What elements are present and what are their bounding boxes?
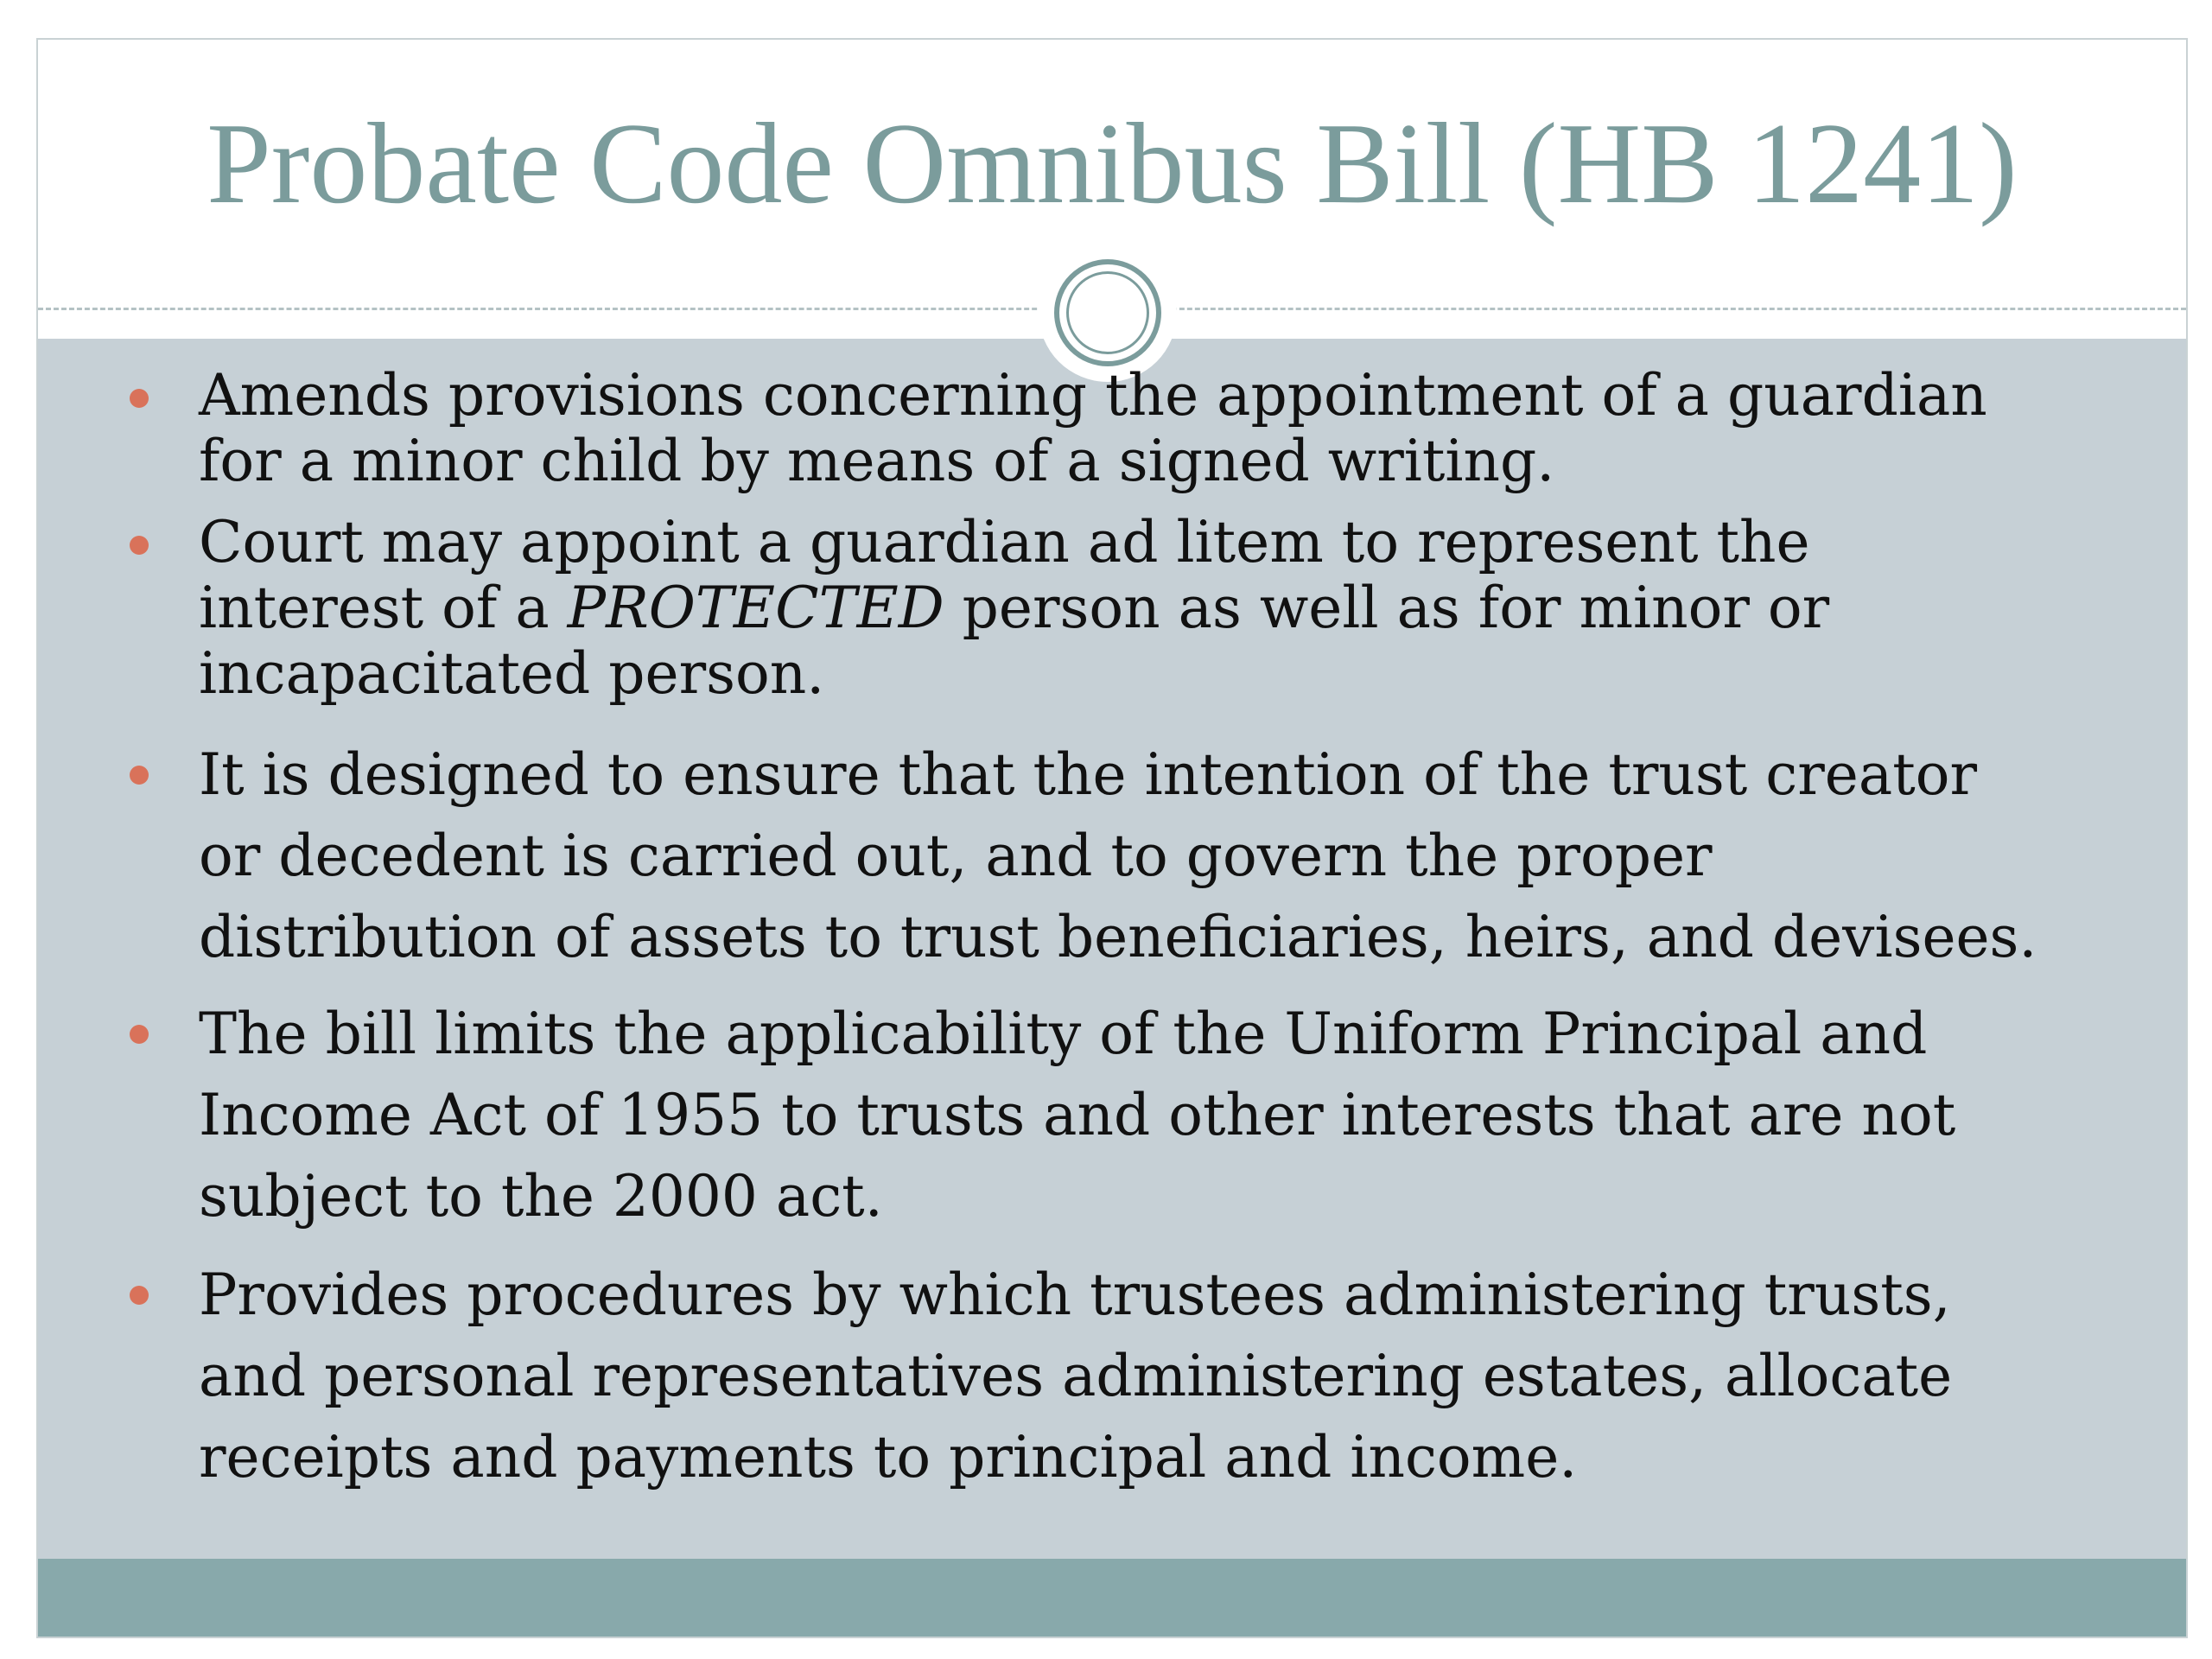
bullet-line: for a minor child by means of a signed writing. — [199, 428, 1555, 494]
circle-ring-icon — [1054, 259, 1161, 366]
divider-circle-ornament — [1039, 244, 1177, 382]
bullet-text — [199, 510, 2117, 707]
bullet-marker-icon — [130, 1286, 149, 1305]
bullet-line: subject to the 2000 act. — [199, 1163, 883, 1230]
bullet-line-segment: interest of a — [199, 575, 568, 641]
bullet-text — [199, 1255, 2117, 1498]
bullet-line: Court may appoint a guardian ad litem to represent the — [199, 509, 1810, 575]
bullet-line: Income Act of 1955 to trusts and other interests that are not — [199, 1082, 1956, 1148]
bullet-line: receipts and payments to principal and income. — [199, 1424, 1578, 1491]
bullet-line — [199, 575, 2117, 641]
footer-band — [38, 1559, 2186, 1637]
bullet-line: and personal representatives administering estates, allocate — [199, 1343, 1953, 1409]
bullet-marker-icon — [130, 1025, 149, 1044]
bullet-text — [199, 363, 2117, 494]
protected-emphasis: PROTECTED — [567, 575, 944, 641]
slide-title: Probate Code Omnibus Bill (HB 1241) — [207, 99, 2018, 227]
bullet-line: distribution of assets to trust beneficiaries, heirs, and devisees. — [199, 904, 2037, 970]
bullet-text — [199, 734, 2117, 978]
bullet-line-segment: person as well as for minor or — [944, 575, 1830, 641]
bullet-text — [199, 994, 2117, 1237]
bullet-line: Provides procedures by which trustees administering trusts, — [199, 1262, 1951, 1328]
bullet-line: The bill limits the applicability of the Uniform Principal and — [199, 1001, 1928, 1067]
bullet-line: incapacitated person. — [199, 640, 825, 707]
bullet-line: It is designed to ensure that the intention of the trust creator — [199, 741, 1978, 808]
bullet-line: or decedent is carried out, and to govern the proper — [199, 823, 1713, 889]
inner-circle-icon — [1066, 271, 1149, 354]
bullet-marker-icon — [130, 389, 149, 408]
bullet-line: Amends provisions concerning the appointment of a guardian — [199, 362, 1987, 429]
bullet-marker-icon — [130, 766, 149, 785]
bullet-marker-icon — [130, 536, 149, 555]
